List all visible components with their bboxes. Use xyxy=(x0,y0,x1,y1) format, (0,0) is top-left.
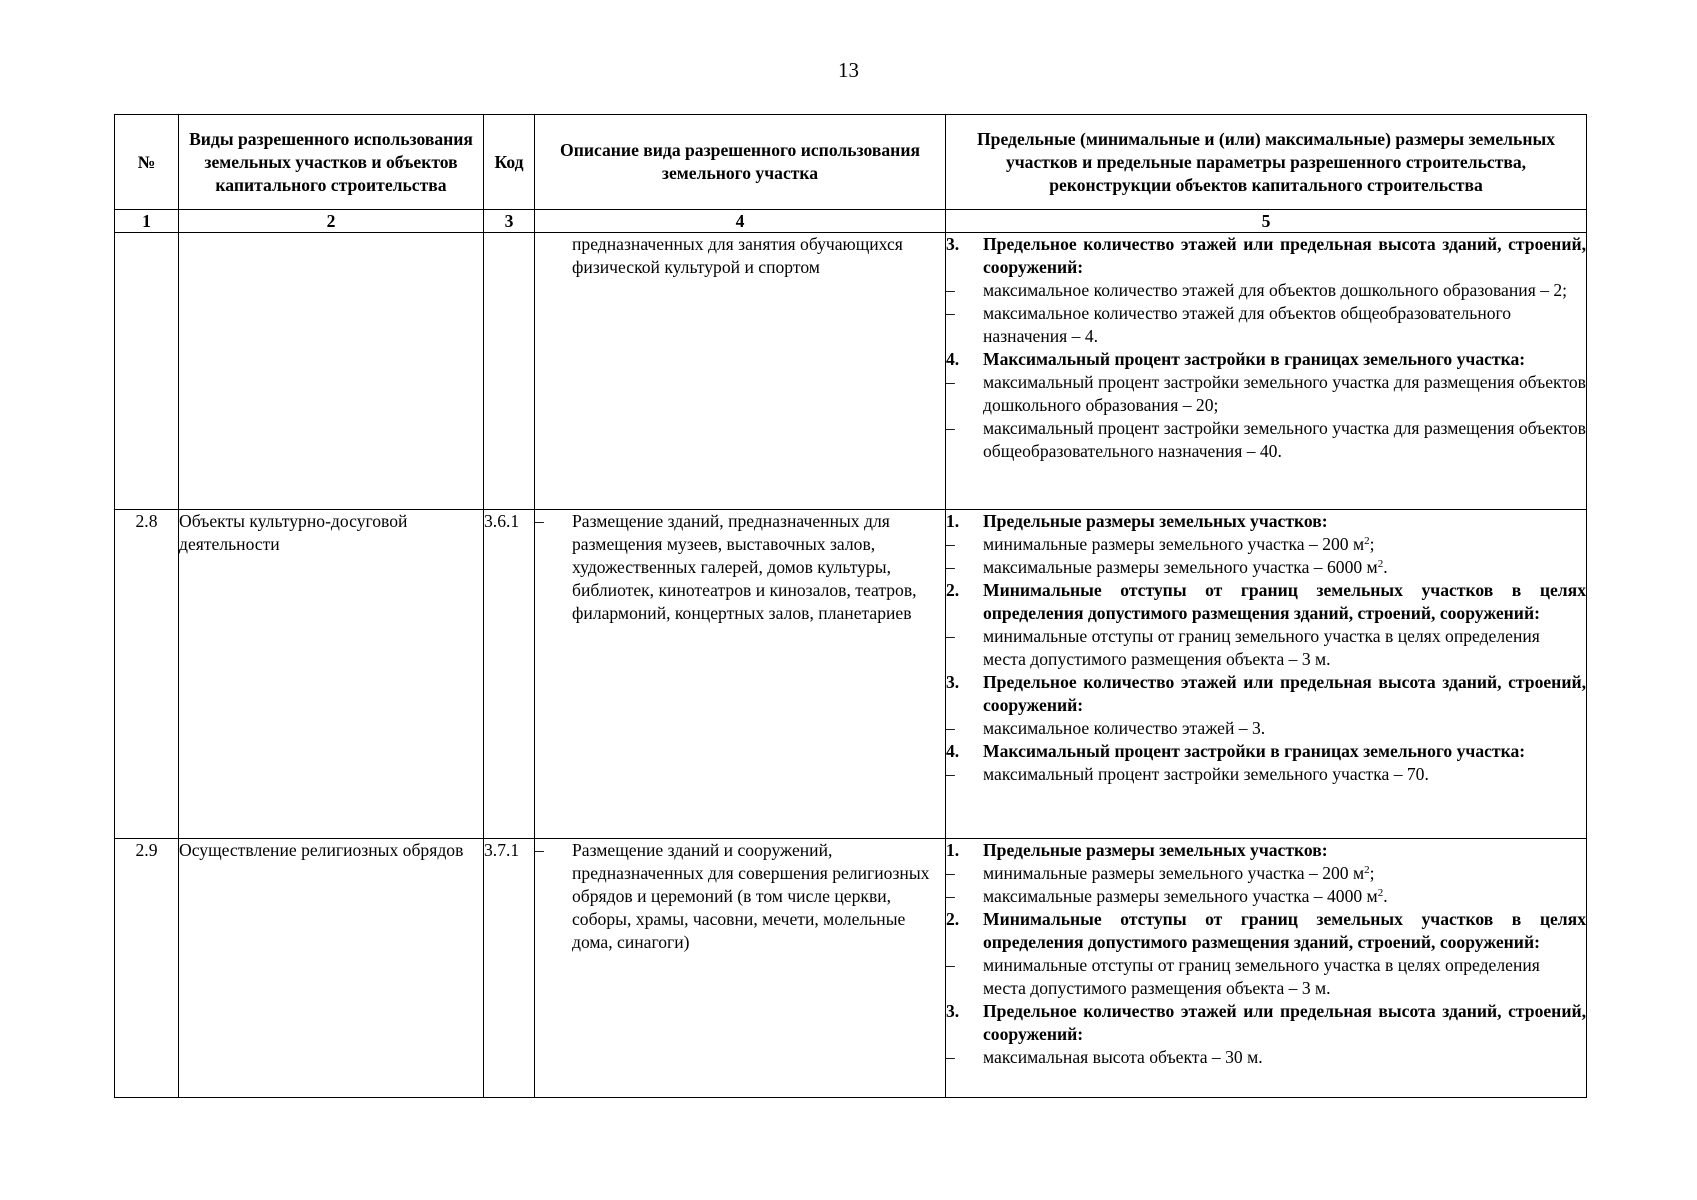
dash-marker: – xyxy=(946,955,955,975)
dash-marker: – xyxy=(946,863,955,883)
punctuation: . xyxy=(1383,886,1388,906)
use-kind xyxy=(179,233,484,510)
header-kind: Виды разрешенного использования земельных участков и объектов капитального строительства xyxy=(179,115,484,210)
parameter-item xyxy=(946,763,1586,786)
use-code: 3.7.1 xyxy=(484,839,535,1098)
use-kind: Объекты культурно-досуговой деятельности xyxy=(179,510,484,839)
parameter-text xyxy=(983,717,1586,740)
column-number: 4 xyxy=(535,210,946,233)
parameter-item xyxy=(946,533,1586,556)
parameter-item xyxy=(946,279,1586,302)
use-description xyxy=(535,233,946,510)
use-parameters xyxy=(946,839,1587,1098)
description-text: Размещение зданий и сооружений, предназначенных для совершения религиозных обрядов и церемоний (в том числе церкви, соборы, храмы, часовни, мечети, молельные дома, синагоги) xyxy=(572,840,930,952)
parameter-heading xyxy=(946,348,1586,371)
row-number xyxy=(115,233,179,510)
dash-marker: – xyxy=(946,764,955,784)
parameter-value: Предельное количество этажей или предельная высота зданий, строений, сооружений: xyxy=(983,234,1586,277)
number-marker: 1. xyxy=(946,511,960,531)
dash-marker: – xyxy=(946,718,955,738)
parameter-item xyxy=(946,625,1586,671)
parameter-value: максимальный процент застройки земельного участка для размещения объектов общеобразовательного назначения – 40. xyxy=(983,418,1586,461)
row-number: 2.9 xyxy=(115,839,179,1098)
use-parameters xyxy=(946,510,1587,839)
parameter-heading xyxy=(946,839,1586,862)
dash-marker: – xyxy=(535,840,544,860)
column-number: 3 xyxy=(484,210,535,233)
parameter-value: максимальные размеры земельного участка – 6000 м xyxy=(983,557,1378,577)
parameter-text xyxy=(983,1000,1586,1046)
unit-exponent: 2 xyxy=(1364,535,1370,547)
parameter-value: максимальные размеры земельного участка – 4000 м xyxy=(983,886,1378,906)
parameter-text xyxy=(983,417,1586,463)
parameter-item xyxy=(946,556,1586,579)
parameter-item xyxy=(946,954,1586,1000)
parameter-value: максимальный процент застройки земельного участка для размещения объектов дошкольного образования – 20; xyxy=(983,372,1586,415)
punctuation: . xyxy=(1383,557,1388,577)
description-text: Размещение зданий, предназначенных для размещения музеев, выставочных залов, художественных галерей, домов культуры, библиотек, кинотеатров и кинозалов, театров, филармоний, концертных залов, планетариев xyxy=(572,511,917,623)
parameter-value: максимальный процент застройки земельного участка – 70. xyxy=(983,764,1429,784)
parameter-item xyxy=(946,862,1586,885)
dash-marker: – xyxy=(535,511,544,531)
dash-marker: – xyxy=(946,534,955,554)
parameter-value: максимальная высота объекта – 30 м. xyxy=(983,1047,1263,1067)
page-number: 13 xyxy=(838,58,859,82)
punctuation: ; xyxy=(1369,534,1375,554)
column-number: 5 xyxy=(946,210,1587,233)
parameter-heading xyxy=(946,1000,1586,1046)
parameter-heading xyxy=(946,510,1586,533)
unit-exponent: 2 xyxy=(1377,887,1384,899)
column-number-row xyxy=(115,210,1587,233)
dash-marker: – xyxy=(946,886,955,906)
use-description xyxy=(535,839,946,1098)
parameter-text xyxy=(983,763,1586,786)
parameter-text xyxy=(983,279,1586,302)
parameter-value: максимальное количество этажей – 3. xyxy=(983,718,1266,738)
parameter-text xyxy=(983,839,1586,862)
header-params: Предельные (минимальные и (или) максимальные) размеры земельных участков и предельные параметры разрешенного строительства, реконструкции объектов капитального строительства xyxy=(946,115,1587,210)
number-marker: 3. xyxy=(946,1001,960,1021)
parameter-item xyxy=(946,417,1586,463)
dash-marker: – xyxy=(946,418,955,438)
dash-marker: – xyxy=(946,303,955,323)
number-marker: 1. xyxy=(946,840,960,860)
parameter-heading xyxy=(946,579,1586,625)
parameter-item xyxy=(946,371,1586,417)
parameter-text xyxy=(983,885,1586,908)
punctuation: ; xyxy=(1369,863,1375,883)
use-kind: Осуществление религиозных обрядов xyxy=(179,839,484,1098)
parameter-heading xyxy=(946,233,1586,279)
parameter-text xyxy=(983,371,1586,417)
parameter-item xyxy=(946,885,1586,908)
parameter-value: максимальное количество этажей для объектов дошкольного образования – 2; xyxy=(983,280,1568,300)
parameter-value: максимальное количество этажей для объектов общеобразовательного назначения – 4. xyxy=(983,303,1512,346)
parameter-text xyxy=(983,740,1586,763)
dash-marker: – xyxy=(946,1047,955,1067)
header-code: Код xyxy=(484,115,535,210)
number-marker: 4. xyxy=(946,349,960,369)
parameter-text xyxy=(983,671,1586,717)
use-parameters xyxy=(946,233,1587,510)
use-code xyxy=(484,233,535,510)
number-marker: 3. xyxy=(946,234,960,254)
parameter-text xyxy=(983,533,1586,556)
number-marker: 4. xyxy=(946,741,960,761)
unit-exponent: 2 xyxy=(1377,558,1384,570)
parameter-text xyxy=(983,625,1586,671)
parameter-value: минимальные размеры земельного участка – 200 м xyxy=(983,534,1365,554)
parameter-heading xyxy=(946,671,1586,717)
parameter-value: Минимальные отступы от границ земельных участков в целях определения допустимого размещения зданий, строений, сооружений: xyxy=(983,580,1586,623)
header-no: № xyxy=(115,115,179,210)
column-number: 2 xyxy=(179,210,484,233)
description-continuation: предназначенных для занятия обучающихся физической культурой и спортом xyxy=(572,234,903,277)
parameter-value: Предельные размеры земельных участков: xyxy=(983,511,1328,531)
parameter-item xyxy=(946,717,1586,740)
parameter-heading xyxy=(946,740,1586,763)
parameter-item xyxy=(946,302,1586,348)
parameter-value: Предельное количество этажей или предельная высота зданий, строений, сооружений: xyxy=(983,1001,1586,1044)
parameter-item xyxy=(946,1046,1586,1069)
number-marker: 2. xyxy=(946,909,960,929)
dash-marker: – xyxy=(946,280,955,300)
parameter-text xyxy=(983,954,1586,1000)
number-marker: 3. xyxy=(946,672,960,692)
table-row xyxy=(115,510,1587,839)
parameter-text xyxy=(983,579,1586,625)
dash-marker: – xyxy=(946,557,955,577)
column-number: 1 xyxy=(115,210,179,233)
table-row xyxy=(115,839,1587,1098)
parameter-text xyxy=(983,556,1586,579)
row-number: 2.8 xyxy=(115,510,179,839)
parameter-value: минимальные отступы от границ земельного участка в целях определения места допустимого размещения объекта – 3 м. xyxy=(983,955,1540,998)
parameter-text xyxy=(983,862,1586,885)
parameter-text xyxy=(983,302,1586,348)
number-marker: 2. xyxy=(946,580,960,600)
parameter-text xyxy=(983,510,1586,533)
parameter-value: Максимальный процент застройки в границах земельного участка: xyxy=(983,349,1526,369)
parameter-text xyxy=(983,908,1586,954)
parameter-text xyxy=(983,233,1586,279)
unit-exponent: 2 xyxy=(1364,864,1370,876)
header-description: Описание вида разрешенного использования земельного участка xyxy=(535,115,946,210)
parameter-value: Минимальные отступы от границ земельных участков в целях определения допустимого размещения зданий, строений, сооружений: xyxy=(983,909,1586,952)
dash-marker: – xyxy=(946,626,955,646)
header-row xyxy=(115,115,1587,210)
parameter-text xyxy=(983,348,1586,371)
parameter-value: Предельное количество этажей или предельная высота зданий, строений, сооружений: xyxy=(983,672,1586,715)
use-description xyxy=(535,510,946,839)
parameter-heading xyxy=(946,908,1586,954)
parameter-value: Предельные размеры земельных участков: xyxy=(983,840,1328,860)
parameter-value: Максимальный процент застройки в границах земельного участка: xyxy=(983,741,1526,761)
table-row xyxy=(115,233,1587,510)
parameter-value: минимальные отступы от границ земельного участка в целях определения места допустимого размещения объекта – 3 м. xyxy=(983,626,1540,669)
dash-marker: – xyxy=(946,372,955,392)
parameter-text xyxy=(983,1046,1586,1069)
use-code: 3.6.1 xyxy=(484,510,535,839)
land-use-table xyxy=(114,114,1587,1098)
parameter-value: минимальные размеры земельного участка – 200 м xyxy=(983,863,1365,883)
